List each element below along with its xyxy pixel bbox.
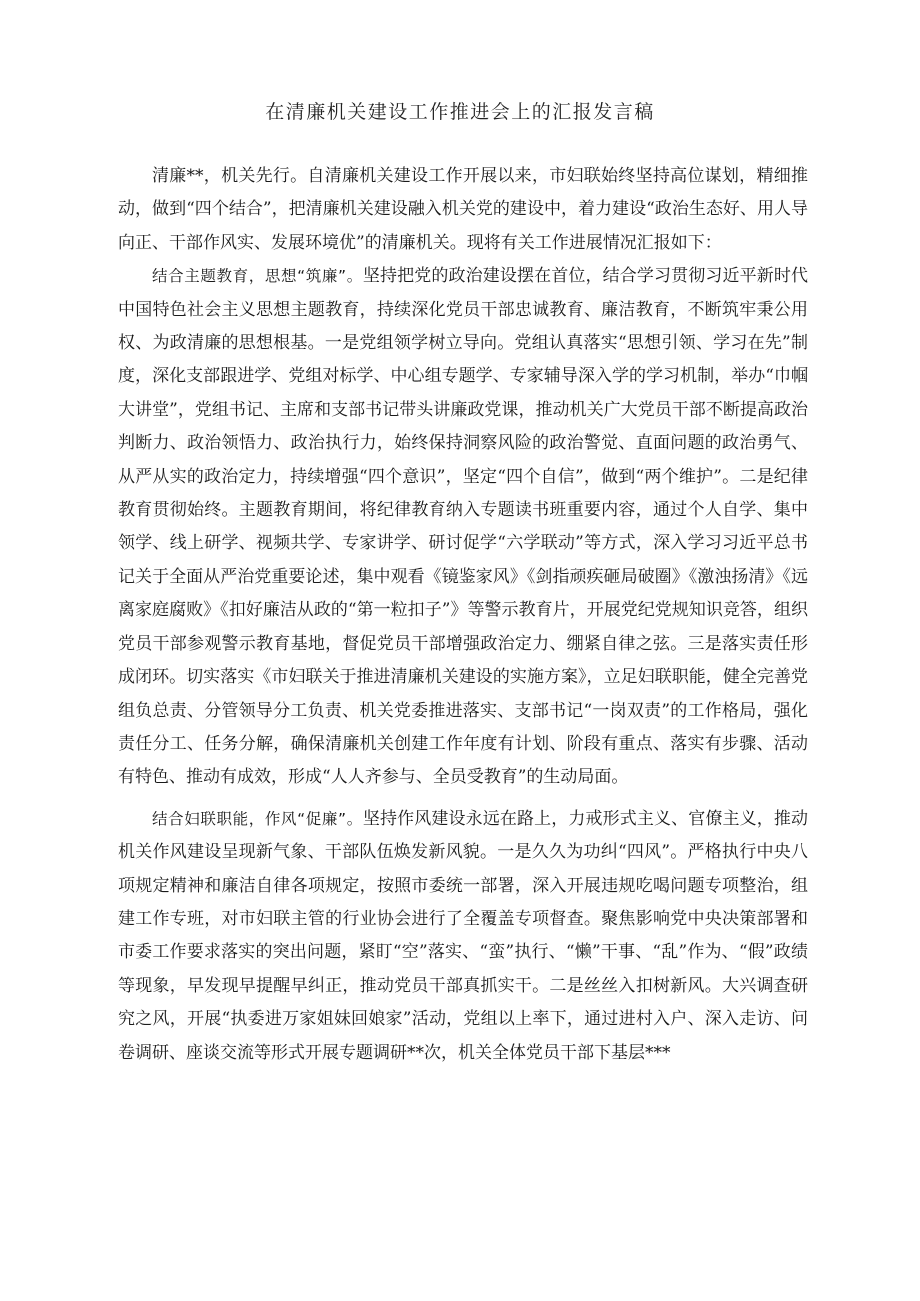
paragraph-text: 清廉**，机关先行。自清廉机关建设工作开展以来，市妇联始终坚持高位谋划，精细推动，做到“四个结合”，把清廉机关建设融入机关党的建设中，着力建设“政治生态好、用人导向正、干部作风实、发展环境优”的清廉机关。现将有关工作进展情况汇报如下： (118, 166, 808, 253)
document-body (118, 160, 808, 1070)
paragraph-text: 坚持把党的政治建设摆在首位，结合学习贯彻习近平新时代中国特色社会主义思想主题教育，持续深化党员干部忠诚教育、廉洁教育，不断筑牢秉公用权、为政清廉的思想根基。一是党组领学树立导向。党组认真落实“思想引领、学习在先”制度，深化支部跟进学、党组对标学、中心组专题学、专家辅导深入学的学习机制，举办“巾帼大讲堂”，党组书记、主席和支部书记带头讲廉政党课，推动机关广大党员干部不断提高政治判断力、政治领悟力、政治执行力，始终保持洞察风险的政治警觉、直面问题的政治勇气、从严从实的政治定力，持续增强“四个意识”，坚定“四个自信”，做到“两个维护”。二是纪律教育贯彻始终。主题教育期间，将纪律教育纳入专题读书班重要内容，通过个人自学、集中领学、线上研学、视频共学、专家讲学、研讨促学“六学联动”等方式，深入学习习近平总书记关于全面从严治党重要论述，集中观看《镜鉴家风》《剑指顽疾砸局破圈》《激浊扬清》《远离家庭腐败》《扣好廉洁从政的“第一粒扣子”》等警示教育片，开展党纪党规知识竞答，组织党员干部参观警示教育基地，督促党员干部增强政治定力、绷紧自律之弦。三是落实责任形成闭环。切实落实《市妇联关于推进清廉机关建设的实施方案》，立足妇联职能，健全完善党组负总责、分管领导分工负责、机关党委推进落实、支部书记“一岗双责”的工作格局，强化责任分工、任务分解，确保清廉机关创建工作年度有计划、阶段有重点、落实有步骤、活动有特色、推动有成效，形成“人人齐参与、全员受教育”的生动局面。 (118, 266, 809, 788)
section-heading: 结合妇联职能，作风“促廉”。 (152, 809, 363, 828)
paragraph-section-2 (118, 803, 808, 1070)
document-title: 在清廉机关建设工作推进会上的汇报发言稿 (265, 101, 655, 123)
section-heading: 结合主题教育，思想“筑廉”。 (152, 267, 363, 286)
paragraph-text: 坚持作风建设永远在路上，力戒形式主义、官僚主义，推动机关作风建设呈现新气象、干部队伍焕发新风貌。一是久久为功纠“四风”。严格执行中央八项规定精神和廉洁自律各项规定，按照市委统一部署，深入开展违规吃喝问题专项整治，组建工作专班，对市妇联主管的行业协会进行了全覆盖专项督查。聚焦影响党中央决策部署和市委工作要求落实的突出问题，紧盯“空”落实、“蛮”执行、“懒”干事、“乱”作为、“假”政绩等现象，早发现早提醒早纠正，推动党员干部真抓实干。二是丝丝入扣树新风。大兴调查研究之风，开展“执委进万家姐妹回娘家”活动，党组以上率下，通过进村入户、深入走访、问卷调研、座谈交流等形式开展专题调研**次，机关全体党员干部下基层*** (118, 808, 809, 1063)
paragraph-section-1 (118, 260, 808, 795)
paragraph-intro (118, 160, 808, 260)
